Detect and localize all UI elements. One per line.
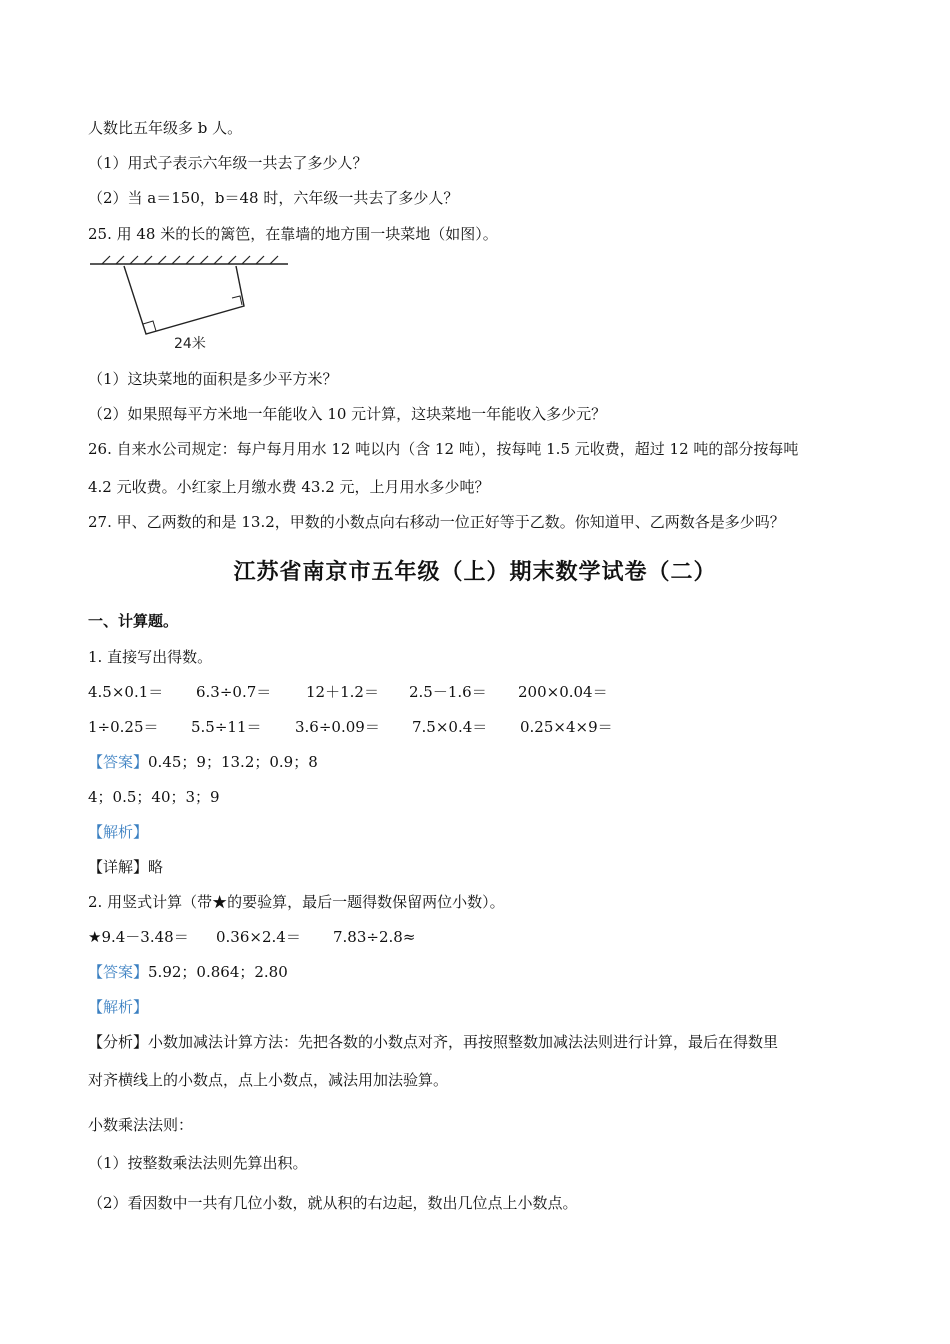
answer-tag: 【答案】: [88, 963, 149, 981]
expr: ★9.4－3.48＝: [88, 928, 189, 946]
rule-2: （2）看因数中一共有几位小数，就从积的右边起，数出几位点上小数点。: [88, 1194, 578, 1212]
expr: 5.5÷11＝: [191, 718, 262, 736]
q2-items: [88, 927, 415, 947]
rule-title: 小数乘法法则：: [88, 1116, 194, 1134]
rule-1: （1）按整数乘法法则先算出积。: [88, 1154, 308, 1172]
expr: 2.5－1.6＝: [409, 683, 487, 701]
answer-tag: 【答案】: [88, 753, 149, 771]
expr: 200×0.04＝: [518, 683, 608, 701]
question-24-1: （1）用式子表示六年级一共去了多少人？: [88, 154, 368, 172]
q1-answer-2: 4；0.5；40；3；9: [88, 788, 220, 806]
question-26-cont: 4.2 元收费。小红家上月缴水费 43.2 元，上月用水多少吨？: [88, 478, 490, 496]
analysis-tag: 【解析】: [88, 823, 149, 841]
question-26: 26. 自来水公司规定：每户每月用水 12 吨以内（含 12 吨），按每吨 1.5 元收费，超过 12 吨的部分按每吨: [88, 440, 799, 458]
q2-answer: [88, 962, 288, 982]
detail-text: 【详解】略: [88, 858, 164, 876]
expr: 3.6÷0.09＝: [295, 718, 380, 736]
question-27: 27. 甲、乙两数的和是 13.2，甲数的小数点向右移动一位正好等于乙数。你知道甲、乙两数各是多少吗？: [88, 513, 785, 531]
answer-text: 0.45；9；13.2；0.9；8: [148, 753, 318, 771]
expr: 4.5×0.1＝: [88, 683, 164, 701]
q1-answer: [88, 752, 318, 772]
expr: 7.5×0.4＝: [412, 718, 488, 736]
answer-text: 5.92；0.864；2.80: [148, 963, 288, 981]
q1-row-1: [88, 682, 608, 702]
q1-row-2: [88, 717, 613, 737]
analysis-text-cont: 对齐横线上的小数点，点上小数点，减法用加法验算。: [88, 1071, 449, 1089]
question-25: 25. 用 48 米的长的篱笆，在靠墙的地方围一块菜地（如图）。: [88, 225, 498, 243]
exam-title: 江苏省南京市五年级（上）期末数学试卷（二）: [233, 560, 717, 585]
problem-text: 人数比五年级多 b 人。: [88, 119, 243, 137]
question-25-2: （2）如果照每平方米地一年能收入 10 元计算，这块菜地一年能收入多少元？: [88, 405, 607, 423]
analysis-text: 【分析】小数加减法计算方法：先把各数的小数点对齐，再按照整数加减法法则进行计算，最后在得数里: [88, 1033, 779, 1051]
expr: 12＋1.2＝: [306, 683, 379, 701]
q1-title: 1. 直接写出得数。: [88, 648, 213, 666]
expr: 6.3÷0.7＝: [196, 683, 272, 701]
vegetable-plot-figure: [88, 252, 298, 354]
expr: 7.83÷2.8≈: [333, 928, 416, 946]
expr: 0.25×4×9＝: [520, 718, 613, 736]
expr: 1÷0.25＝: [88, 718, 159, 736]
analysis-tag: 【解析】: [88, 998, 149, 1016]
figure-label: 24米: [174, 336, 206, 352]
expr: 0.36×2.4＝: [216, 928, 301, 946]
section-heading: 一、计算题。: [88, 612, 179, 630]
q2-title: 2. 用竖式计算（带★的要验算，最后一题得数保留两位小数）。: [88, 893, 505, 911]
question-25-1: （1）这块菜地的面积是多少平方米？: [88, 370, 338, 388]
question-24-2: （2）当 a＝150，b＝48 时，六年级一共去了多少人？: [88, 189, 459, 207]
